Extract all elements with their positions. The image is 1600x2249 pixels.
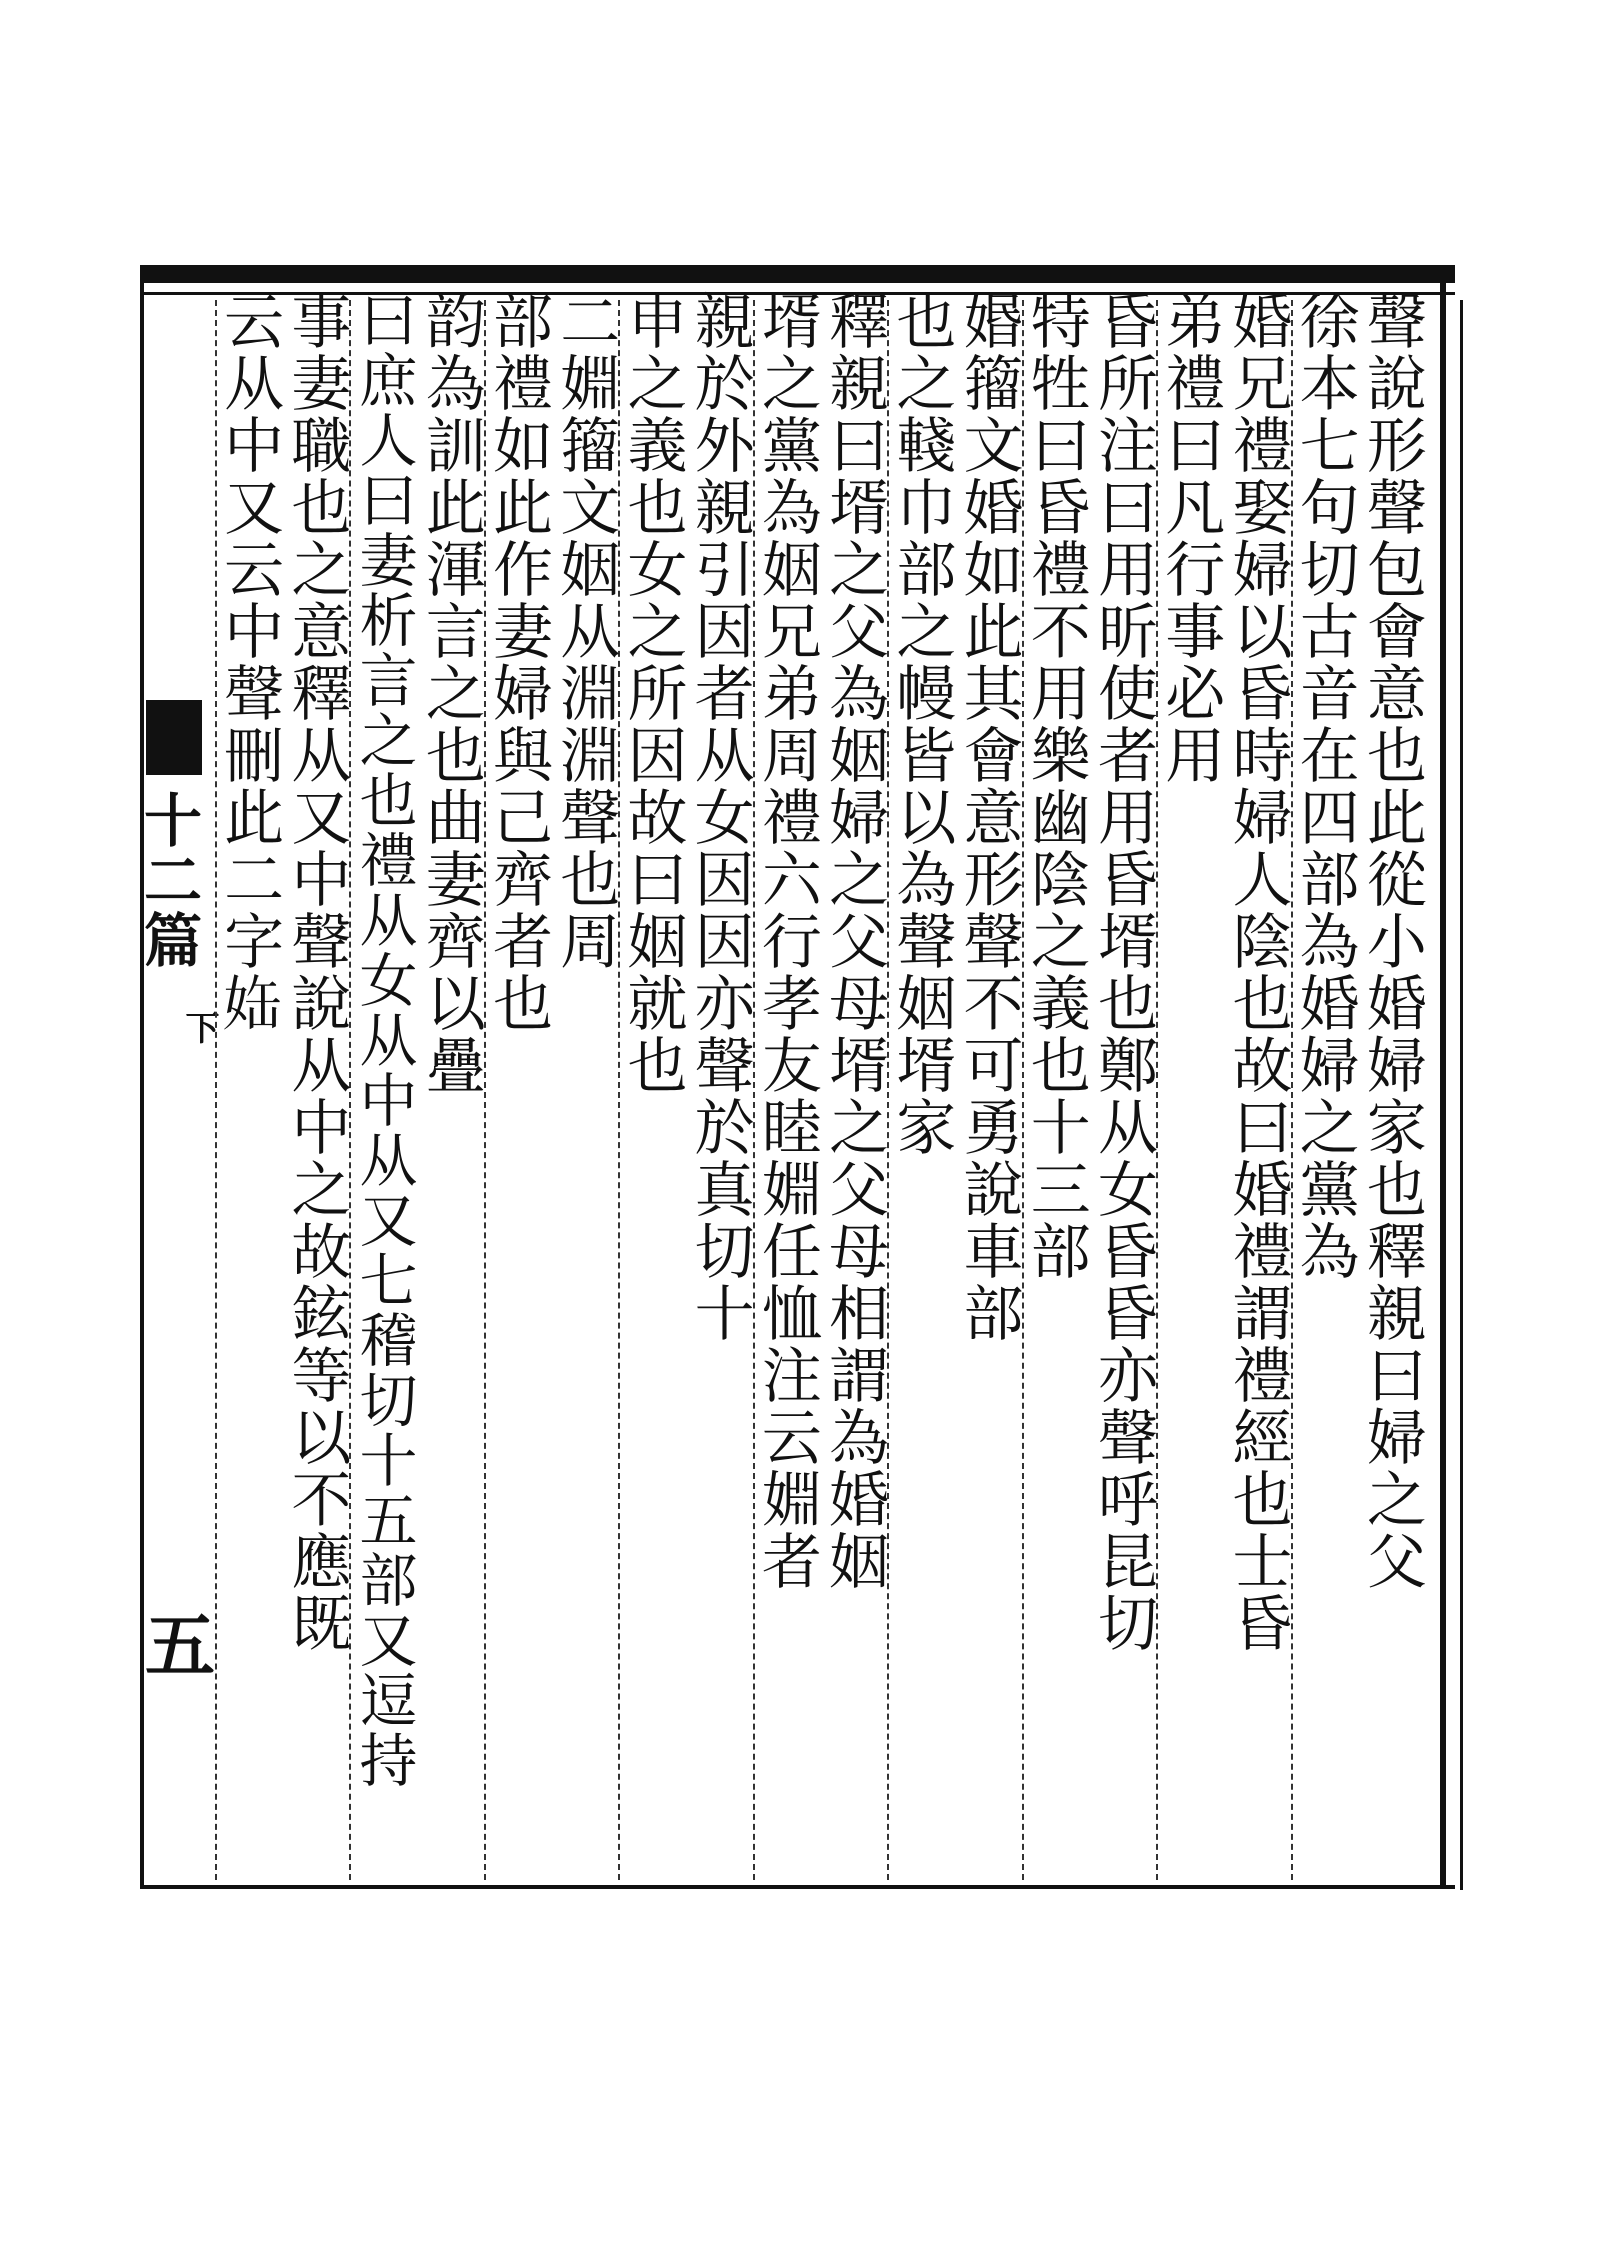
column-tail-text: 為婚婦之黨為 [1289, 910, 1360, 1282]
column-main-text: 特牲曰昏禮不用樂幽陰之義也 [1020, 290, 1091, 1096]
column-main-text: 韵為訓此渾言之也曲 [415, 290, 486, 848]
column-tail-text: 禮曰凡行事必用 [1155, 352, 1226, 786]
column-main-text: 事妻職也之意 [281, 290, 352, 662]
column-main-text: 壻之黨為姻兄弟周禮六行孝友睦婣任恤注云婣者 [751, 290, 822, 1592]
text-column [349, 290, 416, 1790]
column-tail-text: 女之所因故曰姻就也 [617, 538, 688, 1096]
column-tail-text: 禮謂禮經也士昏 [1222, 1220, 1293, 1654]
text-column [281, 290, 352, 1654]
column-main-text: 婚兄禮娶婦以昏時婦人陰也故曰婚 [1222, 290, 1293, 1220]
column-divider [215, 300, 217, 1880]
text-column [1155, 290, 1226, 786]
column-main-text: 親於外親引 [684, 290, 755, 600]
text-column [617, 290, 688, 1096]
page-number: 五 [145, 1604, 215, 1687]
fishtail-mark [146, 700, 202, 775]
text-column [686, 290, 753, 1344]
column-tail-text: 母壻之父母相謂為婚姻 [819, 972, 890, 1592]
text-column [417, 290, 484, 1096]
column-main-text: 聲說形聲包會意也此從小 [1356, 290, 1427, 972]
column-tail-text: 十三部 [1020, 1096, 1091, 1282]
top-border [140, 265, 1455, 283]
text-column [214, 290, 285, 1034]
column-tail-text: 禮从女从中从又七稽切十五部又逗持 [349, 830, 418, 1790]
text-column [819, 290, 890, 1592]
text-column [953, 290, 1024, 1344]
volume-sub-label: 下 [179, 1010, 219, 1044]
column-main-text: 㛰籀文婚如此 [953, 290, 1024, 662]
volume-label: 十二篇 [134, 790, 202, 970]
column-tail-text: 之輚巾部之幔皆以為聲姻壻家 [886, 352, 957, 1158]
text-column [1358, 290, 1425, 1592]
column-main-text: 弟 [1155, 290, 1226, 352]
text-column [753, 290, 820, 1592]
column-tail-text: 釋从又中聲說从中之故鉉等以不應既 [281, 662, 352, 1654]
column-main-text: 曰庶人曰妻析言之也 [349, 290, 418, 830]
column-main-text: 部 [482, 290, 553, 352]
text-column [1222, 290, 1293, 1654]
column-main-text: 昏所注曰用昕使者用昏壻也鄭 [1087, 290, 1158, 1096]
text-column [1089, 290, 1156, 1654]
column-tail-text: 云从中又云中聲刪此二字𡜊 [214, 290, 285, 1034]
column-main-text: 二婣籀文姻从淵 [550, 290, 621, 724]
column-tail-text: 妻齊以疊 [415, 848, 486, 1096]
column-main-text: 徐本七句切古音在四部 [1289, 290, 1360, 910]
column-main-text: 也 [886, 290, 957, 352]
column-tail-text: 其會意形聲不可勇說車部 [953, 662, 1024, 1344]
right-border-outer [1460, 300, 1463, 1890]
text-column [1291, 290, 1358, 1282]
bottom-border [140, 1885, 1455, 1889]
column-tail-text: 禮如此作妻婦與己齊者也 [482, 352, 553, 1034]
text-column [886, 290, 957, 1158]
column-tail-text: 从女昏昏亦聲呼昆切 [1087, 1096, 1158, 1654]
text-column [1022, 290, 1089, 1282]
column-tail-text: 因者从女因因亦聲於真切十 [684, 600, 755, 1344]
column-tail-text: 淵聲也周 [550, 724, 621, 972]
left-border [140, 265, 144, 1887]
column-tail-text: 婚婦家也釋親曰婦之父 [1356, 972, 1427, 1592]
column-main-text: 申之義也 [617, 290, 688, 538]
text-column [550, 290, 621, 972]
right-border [1440, 265, 1446, 1887]
column-main-text: 釋親曰壻之父為姻婦之父 [819, 290, 890, 972]
text-column [484, 290, 551, 1034]
